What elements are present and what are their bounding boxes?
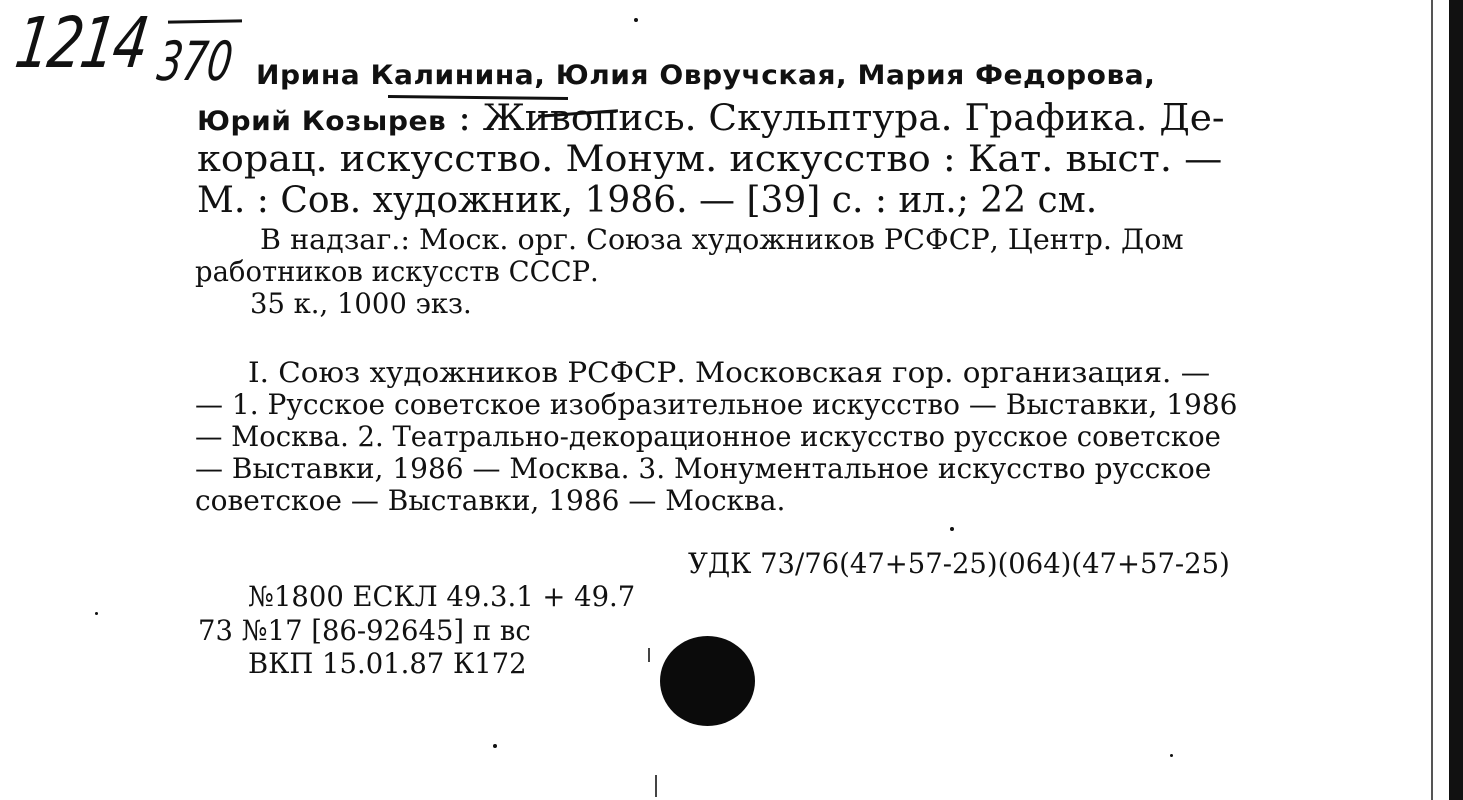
code-line-3: ВКП 15.01.87 К172 xyxy=(248,647,527,680)
title-text: : Живопись. Скульптура. Графика. Де- xyxy=(446,98,1225,139)
speck xyxy=(493,744,497,748)
subject-line-5: советское — Выставки, 1986 — Москва. xyxy=(195,484,786,517)
authors-line-1: Ирина Калинина, Юлия Овручская, Мария Федорова, xyxy=(256,60,1156,91)
price-line: 35 к., 1000 экз. xyxy=(250,287,472,320)
subject-line-4: — Выставки, 1986 — Москва. 3. Монументальное искусство русское xyxy=(195,452,1212,485)
speck xyxy=(634,18,638,22)
scan-mark xyxy=(655,775,657,797)
subject-line-1: I. Союз художников РСФСР. Московская гор. организация. — xyxy=(248,356,1211,389)
speck xyxy=(950,527,954,531)
card-edge-line xyxy=(1431,0,1433,800)
note-line-1: В надзаг.: Моск. орг. Союза художников РСФСР, Центр. Дом xyxy=(260,223,1184,256)
note-line-2: работников искусств СССР. xyxy=(195,255,599,288)
title-line-3: корац. искусство. Монум. искусство : Кат. выст. — xyxy=(197,139,1223,180)
code-line-2: 73 №17 [86-92645] п вс xyxy=(198,614,531,647)
scan-border xyxy=(1449,0,1463,800)
handwritten-inventory-number: 1214 xyxy=(10,2,152,84)
publication-line: М. : Сов. художник, 1986. — [39] с. : ил.; 22 см. xyxy=(197,180,1098,221)
speck xyxy=(1170,754,1173,757)
subject-line-2: — 1. Русское советское изобразительное искусство — Выставки, 1986 xyxy=(195,388,1238,421)
subject-line-3: — Москва. 2. Театрально-декорационное искусство русское советское xyxy=(195,420,1221,453)
title-line-2 xyxy=(197,98,1225,139)
udc-code: УДК 73/76(47+57-25)(064)(47+57-25) xyxy=(688,547,1230,580)
handwritten-overline xyxy=(168,19,242,23)
speck xyxy=(95,612,98,615)
code-line-1: №1800 ЕСКЛ 49.3.1 + 49.7 xyxy=(248,580,636,613)
authors-line-2: Юрий Козырев xyxy=(197,106,447,137)
handwritten-shelf-number: 370 xyxy=(154,30,237,93)
punch-hole xyxy=(660,636,755,726)
scan-mark xyxy=(648,648,650,662)
